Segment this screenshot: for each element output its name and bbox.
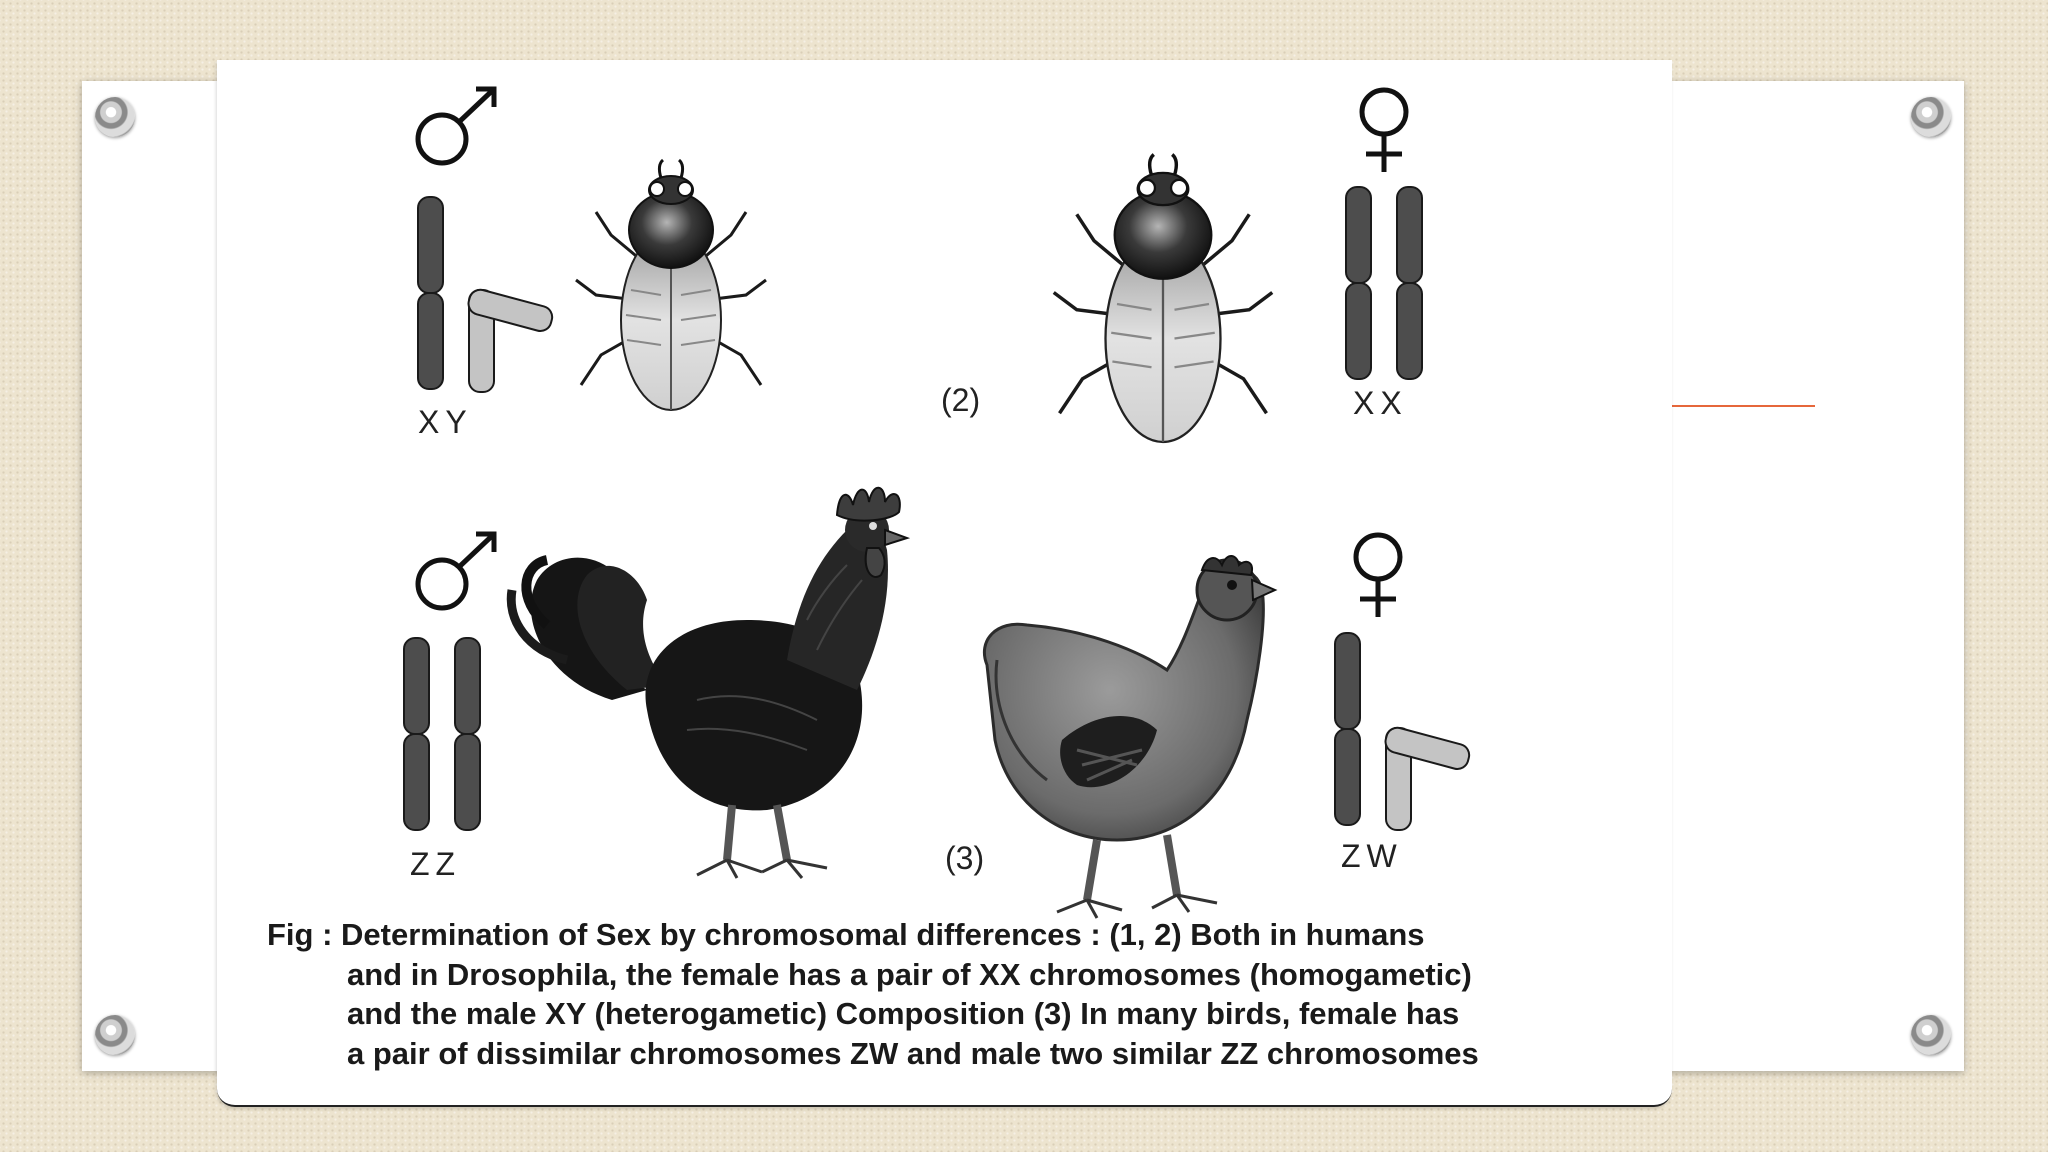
- caption-line-1: Fig : Determination of Sex by chromosomal differences : (1, 2) Both in humans: [267, 917, 1425, 952]
- chromosome-x: [1346, 187, 1371, 379]
- rooster-icon: [511, 488, 907, 878]
- caption-line-3: and the male XY (heterogametic) Composition (3) In many birds, female has: [347, 996, 1460, 1031]
- chromosome-x: [418, 197, 443, 389]
- chromosome-label-xx: XX: [1353, 385, 1408, 421]
- chromosome-z: [1335, 633, 1360, 825]
- figure-panel: [217, 60, 1672, 1107]
- figure-caption: [267, 915, 1667, 1073]
- female-symbol-icon: [1362, 90, 1406, 172]
- female-symbol-icon: [1356, 535, 1400, 617]
- chromosome-y: [466, 287, 555, 392]
- caption-line-2: and in Drosophila, the female has a pair of XX chromosomes (homogametic): [347, 956, 1472, 992]
- fruit-fly-icon: [1054, 155, 1273, 443]
- chromosome-label-zw: ZW: [1341, 838, 1403, 874]
- male-symbol-icon: [418, 89, 494, 163]
- male-symbol-icon: [418, 534, 494, 608]
- grommet-bottom-right-icon: [1911, 1015, 1951, 1055]
- caption-line-4: a pair of dissimilar chromosomes ZW and male two similar ZZ chromosomes: [347, 1035, 1479, 1071]
- grommet-bottom-left-icon: [95, 1015, 135, 1055]
- grommet-top-left-icon: [95, 97, 135, 137]
- chromosome-label-xy: XY: [418, 404, 473, 440]
- grommet-top-right-icon: [1911, 97, 1951, 137]
- figure-label-2: (2): [941, 382, 981, 418]
- figure-label-3: (3): [945, 840, 985, 876]
- chromosome-label-zz: ZZ: [410, 846, 462, 882]
- hen-icon: [984, 556, 1275, 918]
- accent-line: [1672, 405, 1815, 407]
- chromosome-z: [455, 638, 480, 830]
- fruit-fly-icon: [576, 160, 766, 410]
- chromosome-z: [404, 638, 429, 830]
- chromosome-w: [1383, 725, 1472, 830]
- chromosome-x: [1397, 187, 1422, 379]
